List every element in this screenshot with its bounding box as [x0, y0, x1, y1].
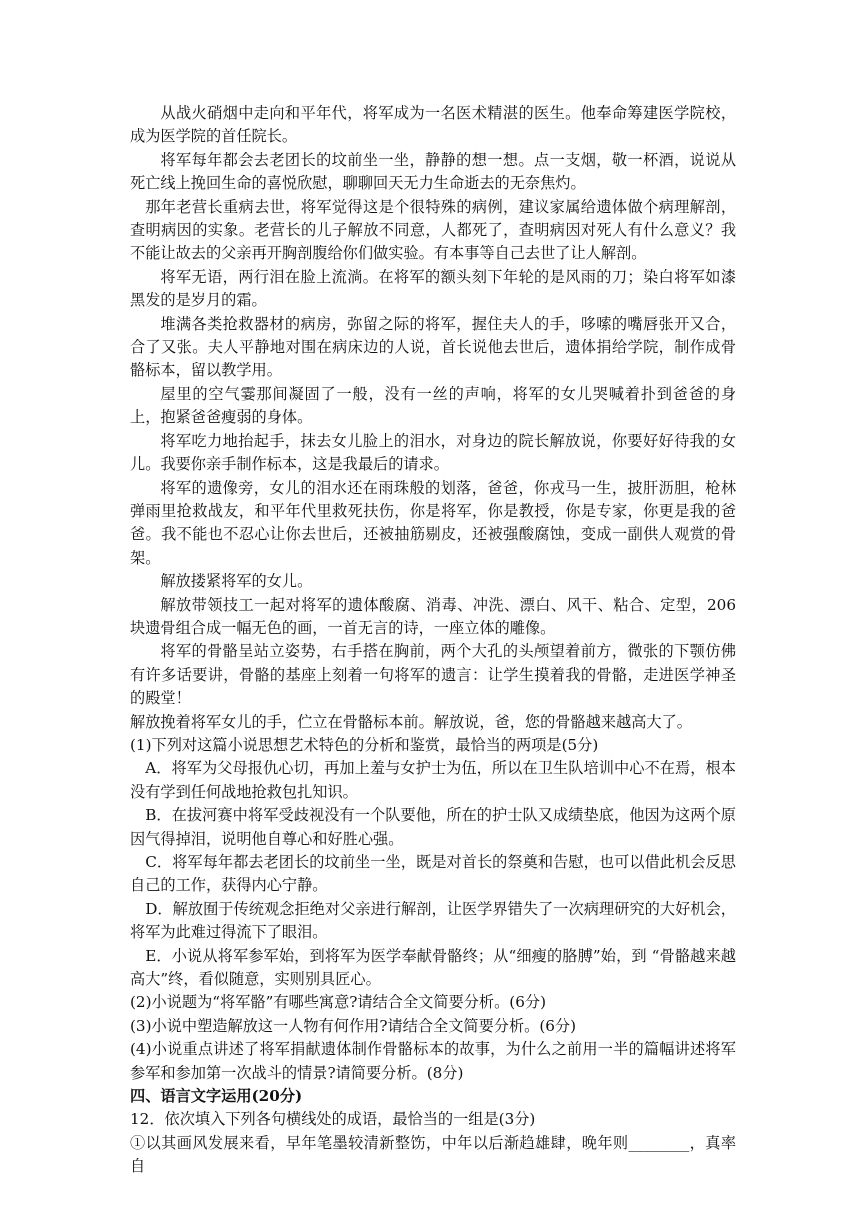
question-1-option-d: D．解放囿于传统观念拒绝对父亲进行解剖，让医学界错失了一次病理研究的大好机会，将军为此难过得流下了眼泪。 — [130, 899, 736, 942]
section-title: 四、语言文字运用(20分) — [130, 1087, 303, 1106]
story-paragraph-8: 将军的遗像旁，女儿的泪水还在雨珠般的划落，爸爸，你戎马一生，披肝沥胆，枪林弹雨里抢救战友，和平年代里救死扶伤，你是将军，你是教授，你是专家，你更是我的爸爸。我不能也不忍心让你去世后，还被抽筋剔皮，还被强酸腐蚀，变成一副供人观赏的骨架。 — [130, 478, 736, 567]
story-paragraph-6: 屋里的空气霎那间凝固了一般，没有一丝的声响，将军的女儿哭喊着扑到爸爸的身上，抱紧爸爸瘦弱的身体。 — [130, 384, 736, 427]
story-paragraph-2: 将军每年都会去老团长的坟前坐一坐，静静的想一想。点一支烟，敬一杯酒，说说从死亡线上挽回生命的喜悦欣慰，聊聊回天无力生命逝去的无奈焦灼。 — [130, 150, 736, 193]
story-paragraph-9: 解放搂紧将军的女儿。 — [160, 572, 313, 591]
story-paragraph-1: 从战火硝烟中走向和平年代，将军成为一名医术精湛的医生。他奉命筹建医学院校，成为医学院的首任院长。 — [130, 104, 736, 146]
story-paragraph-5: 堆满各类抢救器材的病房，弥留之际的将军，握住夫人的手，哆嗦的嘴唇张开又合，合了又张。夫人平静地对围在病床边的人说，首长说他去世后，遗体捐给学院，制作成骨骼标本，留以教学用。 — [130, 314, 736, 380]
story-paragraph-3: 那年老营长重病去世，将军觉得这是个很特殊的病例，建议家属给遗体做个病理解剖，查明病因的实象。老营长的儿子解放不同意，人都死了，查明病因对死人有什么意义？我不能让故去的父亲再开胸剖腹给你们做实验。有本事等自己去世了让人解剖。 — [130, 197, 736, 263]
question-1-stem: (1)下列对这篇小说思想艺术特色的分析和鉴赏，最恰当的两项是(5分) — [130, 735, 599, 754]
question-3: (3)小说中塑造解放这一人物有何作用?请结合全文简要分析。(6分) — [130, 1016, 577, 1035]
question-1-option-e: E．小说从将军参军始，到将军为医学奉献骨骼终；从“细瘦的胳膊”始，到 “骨骼越来越高大”终，看似随意，实则别具匠心。 — [130, 946, 736, 989]
story-paragraph-4: 将军无语，两行泪在脸上流淌。在将军的额头刻下年轮的是风雨的刀；染白将军如漆黑发的是岁月的霜。 — [130, 267, 736, 310]
story-paragraph-11: 将军的骨骼呈站立姿势，右手搭在胸前，两个大孔的头颅望着前方，微张的下颚仿佛有许多话要讲，骨骼的基座上刻着一句将军的遗言：让学生摸着我的骨骼，走进医学神圣的殿堂！ — [130, 642, 736, 708]
question-1-option-c: C．将军每年都去老团长的坟前坐一坐，既是对首长的祭奠和告慰，也可以借此机会反思自己的工作，获得内心宁静。 — [130, 853, 736, 895]
question-1-option-a: A．将军为父母报仇心切，再加上羞与女护士为伍，所以在卫生队培训中心不在焉，根本没有学到任何战地抢救包扎知识。 — [130, 759, 736, 801]
story-paragraph-12: 解放挽着将军女儿的手，伫立在骨骼标本前。解放说，爸，您的骨骼越来越高大了。 — [130, 712, 692, 731]
question-2: (2)小说题为“将军骼”有哪些寓意?请结合全文简要分析。(6分) — [130, 993, 547, 1012]
question-1-option-b: B．在拔河赛中将军受歧视没有一个队要他，所在的护士队又成绩垫底，他因为这两个原因气得掉泪，说明他自尊心和好胜心强。 — [130, 806, 736, 848]
question-12-item-1: ①以其画风发展来看，早年笔墨较清新整饬，中年以后渐趋雄肆，晚年则________，真率自 — [130, 1133, 736, 1176]
story-paragraph-10: 解放带领技工一起对将军的遗体酸腐、消毒、冲洗、漂白、风干、粘合、定型，206块遗骨组合成一幅无色的画，一首无言的诗，一座立体的雕像。 — [130, 595, 736, 637]
question-12: 12．依次填入下列各句横线处的成语，最恰当的一组是(3分) — [130, 1110, 536, 1129]
story-paragraph-7: 将军吃力地抬起手，抹去女儿脸上的泪水，对身边的院长解放说，你要好好待我的女儿。我要你亲手制作标本，这是我最后的请求。 — [130, 431, 736, 474]
question-4: (4)小说重点讲述了将军捐献遗体制作骨骼标本的故事，为什么之前用一半的篇幅讲述将军参军和参加第一次战斗的情景?请简要分析。(8分) — [130, 1040, 736, 1082]
